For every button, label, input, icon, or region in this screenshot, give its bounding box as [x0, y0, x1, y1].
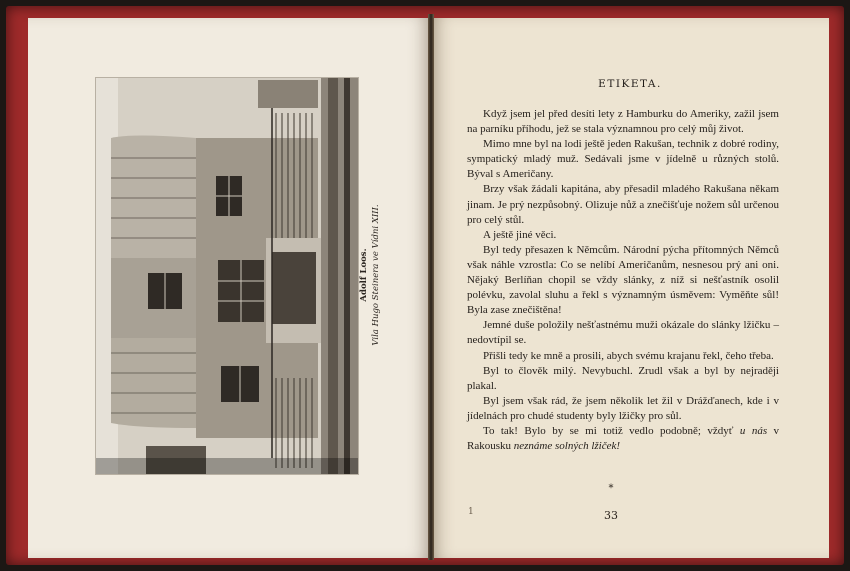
last-text-2: v Rakousku — [467, 424, 780, 453]
villa-photograph — [96, 78, 358, 474]
paragraph-last — [467, 424, 779, 454]
page-number: 33 — [604, 509, 618, 522]
villa-photo-illustration — [96, 78, 358, 474]
paragraph: Mimo mne byl na lodi ještě jeden Rakušan, technik z dobré rodiny, sympatický mladý muž. Sedávali jsme v jídelně u různých stolů. Býval s Američany. — [467, 138, 779, 181]
last-italic-1: u nás — [739, 424, 768, 437]
paragraph: Přišli tedy ke mně a prosili, abych svému krajanu řekl, čeho třeba. — [483, 349, 774, 362]
caption-author: Adolf Loos. — [359, 248, 369, 302]
signature-mark: 1 — [468, 507, 474, 517]
last-italic-2: neznáme solných lžiček! — [513, 440, 621, 453]
paragraph: Byl tedy přesazen k Němcům. Národní pýcha přítomných Němců však náhle vzrostla: Co se nelíbí Američanům, nesnesou prý ani oni. Nějaký Berlíňan chopil se vždy slánky, z níž si nešťastník osolil polévku, zavolal sluhu a řekl s významným úsměvem: Vyměňte sůl! Byla zase znečištěna! — [467, 243, 779, 317]
paragraph: A ještě jiné věci. — [483, 228, 557, 241]
book-gutter — [428, 14, 434, 560]
paragraph: Byl to člověk milý. Nevybuchl. Zrudl však a byl by nejraději plakal. — [467, 364, 779, 392]
paragraph: Jemné duše položily nešťastnému muži okázale do slánky lžičku – nedovtípil se. — [467, 319, 779, 347]
chapter-title: ETIKETA. — [598, 78, 662, 90]
paragraph: Byl jsem však rád, že jsem několik let žil v Drážďanech, kde i v jídelnách pro chudé studenty byly lžičky pro sůl. — [467, 394, 779, 422]
ornament-star: * — [608, 483, 614, 494]
caption-work: Vila Hugo Steinera ve Vídni XIII. — [371, 204, 381, 346]
chapter-body — [467, 107, 779, 454]
paragraph: Když jsem jel před desíti lety z Hamburku do Ameriky, zažil jsem na parníku příhodu, jež se stala významnou pro celý můj život. — [467, 108, 779, 136]
paragraph: Brzy však žádali kapitána, aby přesadil mladého Rakušana někam jinam. Je prý nezpůsobný. Olizuje nůž a znečišťuje nožem sůl určenou pro celý stůl. — [467, 183, 779, 226]
last-text-1: To tak! Bylo by se mi totiž vedlo podobně; vždyť — [483, 424, 734, 437]
